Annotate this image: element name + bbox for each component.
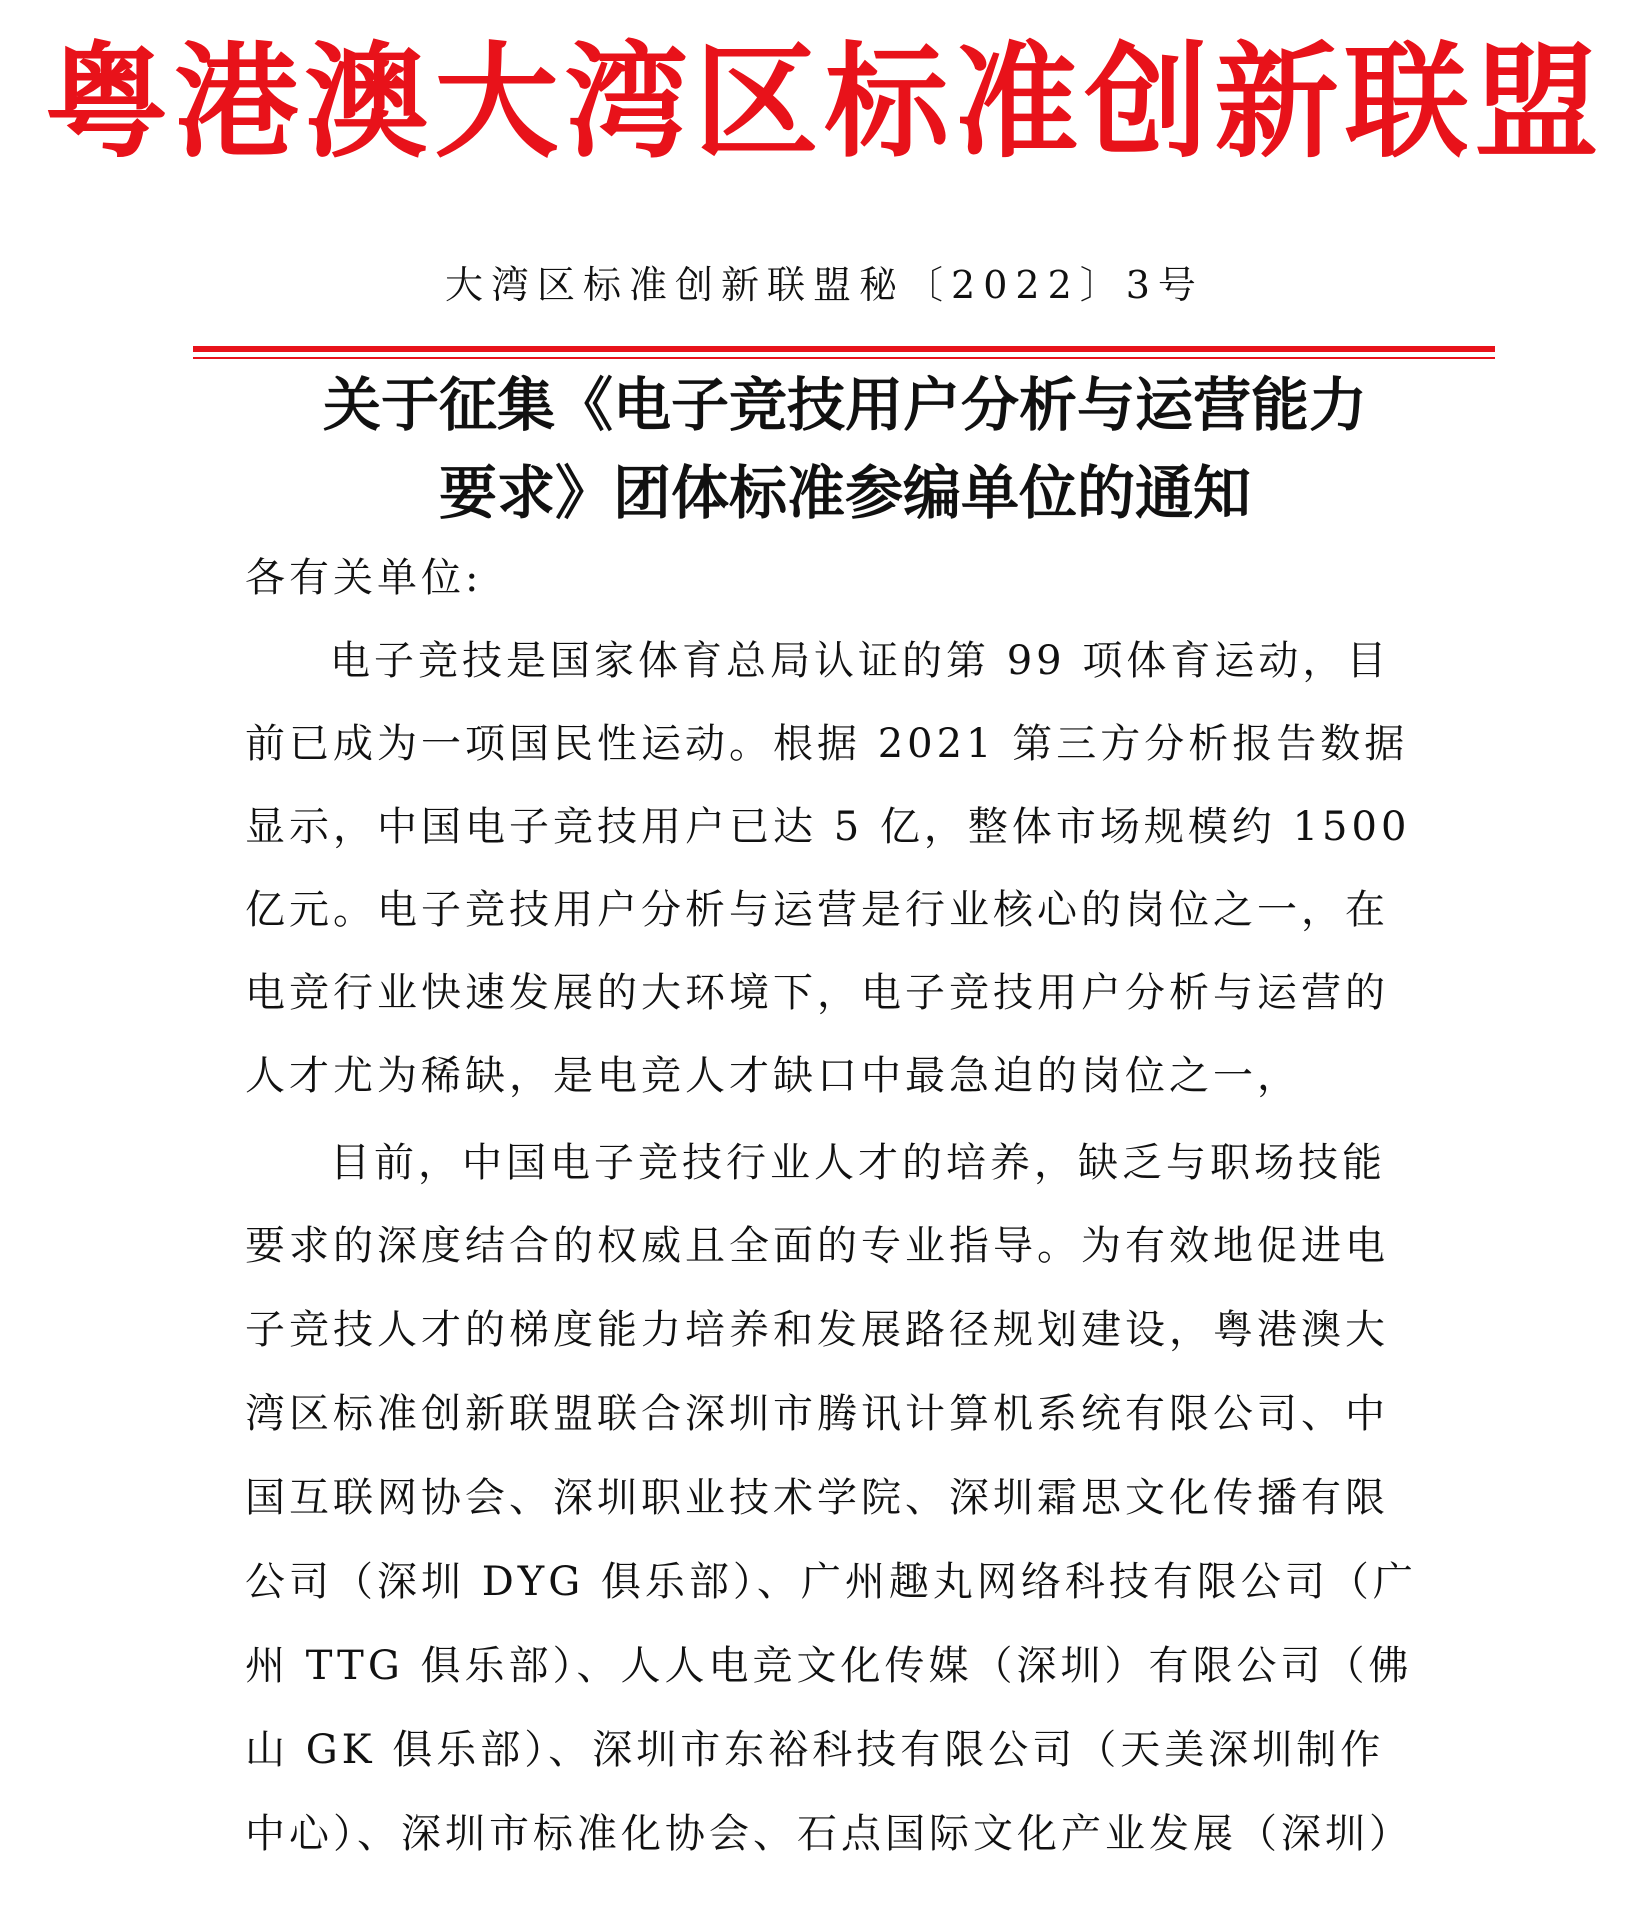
paragraph-line: 州 TTG 俱乐部）、人人电竞文化传媒（深圳）有限公司（佛 <box>245 1643 1413 1689</box>
red-divider-thick <box>193 346 1495 352</box>
salutation: 各有关单位: <box>245 555 483 601</box>
paragraph-line: 显示，中国电子竞技用户已达 5 亿，整体市场规模约 1500 <box>245 804 1411 850</box>
paragraph-line: 电竞行业快速发展的大环境下，电子竞技用户分析与运营的 <box>245 970 1389 1016</box>
paragraph-line: 前已成为一项国民性运动。根据 2021 第三方分析报告数据 <box>245 721 1409 767</box>
paragraph-line: 山 GK 俱乐部）、深圳市东裕科技有限公司（天美深圳制作 <box>245 1727 1385 1773</box>
paragraph-line: 亿元。电子竞技用户分析与运营是行业核心的岗位之一，在 <box>245 887 1389 933</box>
red-divider-thin <box>193 357 1495 359</box>
paragraph-line: 子竞技人才的梯度能力培养和发展路径规划建设，粤港澳大 <box>245 1307 1389 1353</box>
paragraph-line: 目前，中国电子竞技行业人才的培养，缺乏与职场技能 <box>330 1140 1386 1186</box>
paragraph-line: 电子竞技是国家体育总局认证的第 99 项体育运动，目 <box>330 638 1391 684</box>
organization-header: 粤港澳大湾区标准创新联盟 <box>44 30 1605 175</box>
paragraph-line: 湾区标准创新联盟联合深圳市腾讯计算机系统有限公司、中 <box>245 1391 1389 1437</box>
paragraph-line: 人才尤为稀缺，是电竞人才缺口中最急迫的岗位之一， <box>245 1053 1301 1099</box>
document-number: 大湾区标准创新联盟秘〔2022〕3号 <box>445 263 1204 307</box>
notice-title-line-1: 关于征集《电子竞技用户分析与运营能力 <box>322 371 1367 439</box>
paragraph-line: 要求的深度结合的权威且全面的专业指导。为有效地促进电 <box>245 1223 1389 1269</box>
paragraph-line: 公司（深圳 DYG 俱乐部）、广州趣丸网络科技有限公司（广 <box>245 1559 1417 1605</box>
paragraph-line: 国互联网协会、深圳职业技术学院、深圳霜思文化传播有限 <box>245 1475 1389 1521</box>
paragraph-line: 中心）、深圳市标准化协会、石点国际文化产业发展（深圳） <box>245 1811 1413 1857</box>
notice-title-line-2: 要求》团体标准参编单位的通知 <box>438 459 1251 527</box>
